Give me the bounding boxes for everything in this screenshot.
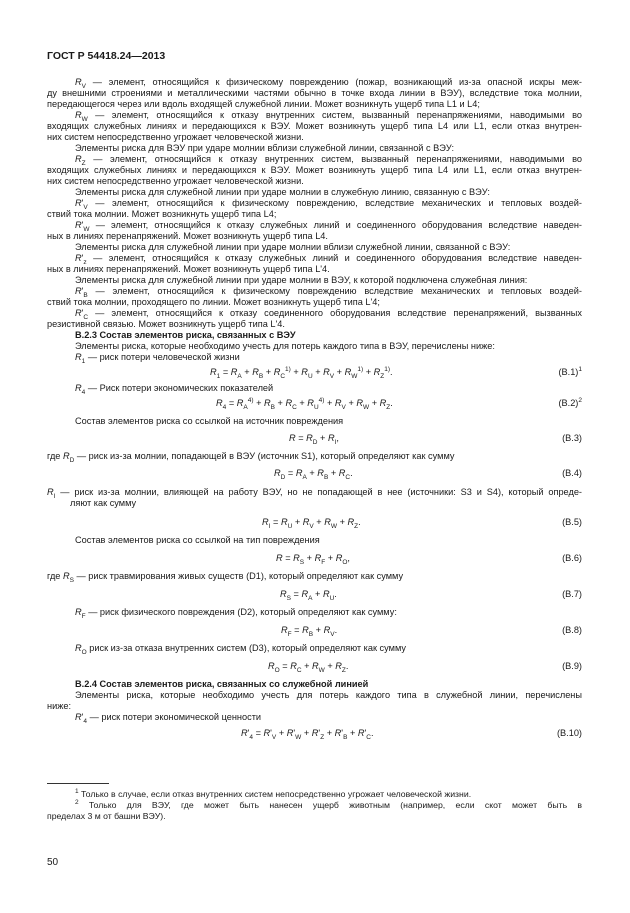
footnote-divider	[47, 783, 109, 784]
text-line: входящих служебных линиях и передающихся к ВЭУ. Может возникнуть ущерб типа L4 или L1, если отказ внутрен-	[47, 165, 582, 175]
text-line: $R_I$ — риск из-за молнии, влияющей на работу ВЭУ, но не попадающей в нее (источники: S3 и S4), который опреде-	[47, 487, 582, 500]
footnote-2: $^2$ Только для ВЭУ, где может быть нанесен ущерб животным (например, если скот может быть в	[75, 799, 582, 810]
text-line: ниже:	[47, 701, 72, 711]
equation-number: (В.6)	[562, 553, 582, 563]
text-line: Элементы риска для служебной линии при ударе молнии в ВЭУ, к которой подключена служебная линия:	[75, 275, 528, 285]
text-line: Элементы риска для служебной линии при ударе молнии вблизи служебной линии, связанной с ВЭУ:	[75, 242, 511, 252]
text-line: $R_Z$ — элемент, относящийся к отказу внутренних систем, вызванный перенапряжениями, наводимыми во	[75, 154, 582, 167]
text-line: $R_W$ — элемент, относящийся к отказу внутренних систем, вызванный перенапряжениями, наводимыми во	[75, 110, 582, 123]
text-line: Состав элементов риска со ссылкой на источник повреждения	[75, 416, 344, 426]
text-line: ляют как сумму	[70, 498, 137, 508]
text-line: ствий тока молнии, проходящего по линии. Может возникнуть ущерб типа L'4;	[47, 297, 380, 307]
document-header: ГОСТ Р 54418.24—2013	[47, 50, 166, 62]
text-line: $R_F$ — риск физического повреждения (D2), который определяют как сумму:	[75, 607, 397, 620]
footnote-1: $^1$ Только в случае, если отказ внутренних систем непосредственно угрожает человеческой жизни.	[75, 788, 472, 799]
equation-b1: $R_1 = R_A + R_B + R_C^{1)} + R_U + R_V + R_W^{1)} + R_Z^{1)}$.	[210, 365, 393, 380]
text-line: где $R_S$ — риск травмирования живых существ (D1), который определяют как сумму	[47, 571, 404, 584]
text-line: где $R_D$ — риск из-за молнии, попадающей в ВЭУ (источник S1), который определяют как сумму	[47, 451, 455, 464]
footnote-2-continued: пределах 3 м от башни ВЭУ).	[47, 811, 166, 821]
text-line: $R_O$ риск из-за отказа внутренних систем (D3), который определяют как сумму	[75, 643, 406, 656]
equation-number: (В.8)	[562, 625, 582, 635]
text-line: $R'_z$ — элемент, относящийся к отказу служебных линий и соединенного оборудования вследствие наведен-	[75, 253, 582, 266]
text-line: них систем непосредственно угрожает человеческой жизни.	[47, 132, 304, 142]
equation-number: $(В.2)^2$	[558, 396, 582, 408]
equation-number: (В.7)	[562, 589, 582, 599]
equation-number: (В.9)	[562, 661, 582, 671]
text-line: них систем непосредственно угрожает человеческой жизни.	[47, 176, 304, 186]
text-line: $R_4$ — Риск потери экономических показателей	[75, 383, 274, 396]
text-line: Элементы риска для служебной линии при ударе молнии в служебную линию, связанную с ВЭУ:	[75, 187, 490, 197]
text-line: Состав элементов риска со ссылкой на тип повреждения	[75, 535, 320, 545]
text-line: входящих служебных линиях и передающихся к ВЭУ. Может возникнуть ущерб типа L4 или L1, если отказ внутрен-	[47, 121, 582, 131]
equation-b9: $R_O = R_C + R_W + R_Z$.	[268, 661, 349, 674]
page-number: 50	[47, 857, 59, 868]
text-line: Элементы риска для ВЭУ при ударе молнии вблизи служебной линии, связанной с ВЭУ:	[75, 143, 455, 153]
equation-number: (В.4)	[562, 468, 582, 478]
equation-b3: $R = R_D + R_I$,	[289, 433, 339, 446]
text-line: ных в линиях перенапряжений. Может возникнуть ущерб типа L4.	[47, 231, 328, 241]
text-line: ных в линиях перенапряжений. Может возникнуть ущерб типа L'4.	[47, 264, 330, 274]
text-line: $R_V$ — элемент, относящийся к физическому повреждению (пожар, возникающий из-за опасной искры меж-	[75, 77, 582, 90]
text-line: $R_1$ — риск потери человеческой жизни	[75, 352, 240, 365]
equation-b7: $R_S = R_A + R_U$.	[280, 589, 337, 602]
text-line: $R'_W$ — элемент, относящийся к отказу служебных линий и соединенного оборудования вследствие наведен-	[75, 220, 582, 233]
equation-b6: $R = R_S + R_F + R_O$,	[276, 553, 350, 566]
text-line: $R'_B$ — элемент, относящийся к физическому повреждению вследствие механических и тепловых воздей-	[75, 286, 582, 299]
equation-number: (В.3)	[562, 433, 582, 443]
equation-b5: $R_I = R_U + R_V + R_W + R_Z$.	[262, 517, 361, 530]
equation-number: (В.5)	[562, 517, 582, 527]
section-heading-b24: В.2.4 Состав элементов риска, связанных со служебной линией	[75, 679, 369, 689]
equation-number: $(В.1)^1$	[558, 365, 582, 377]
text-line: $R'_V$ — элемент, относящийся к физическому повреждению, вследствие механических и тепловых воздей-	[75, 198, 582, 211]
text-line: резистивной связью. Может возникнуть ущерб типа L'4.	[47, 319, 285, 329]
section-heading-b23: В.2.3 Состав элементов риска, связанных с ВЭУ	[75, 330, 296, 340]
equation-b4: $R_D = R_A + R_B + R_C$.	[274, 468, 353, 481]
text-line: ду внешними строениями и металлическими частями обычно в точке входа линии в ВЭУ), вследствие тока молнии,	[47, 88, 582, 98]
text-line: $R'_C$ — элемент, относящийся к отказу соединенного оборудования вследствие перенапряжений, вызванных	[75, 308, 582, 321]
equation-b10: $R'_4 = R'_V + R'_W + R'_Z + R'_B + R'_C$.	[241, 728, 374, 741]
equation-b2: $R_4 = R_A^{4)} + R_B + R_C + R_U^{4)} + R_V + R_W + R_Z$.	[216, 396, 393, 411]
text-line: Элементы риска, которые необходимо учесть для потерь каждого типа в ВЭУ, перечислены ниже:	[75, 341, 495, 351]
text-line: передающегося через или вдоль входящей служебной линии. Может возникнуть ущерб типа L1 и L4;	[47, 99, 480, 109]
equation-b8: $R_F = R_B + R_V$.	[281, 625, 338, 638]
equation-number: (В.10)	[556, 728, 582, 738]
text-line: $R'_4$ — риск потери экономической ценности	[75, 712, 262, 725]
text-line: ствий тока молнии. Может возникнуть ущерб типа L4;	[47, 209, 277, 219]
text-line: Элементы риска, которые необходимо учесть для потерь каждого типа в служебной линии, перечислены	[75, 690, 582, 700]
